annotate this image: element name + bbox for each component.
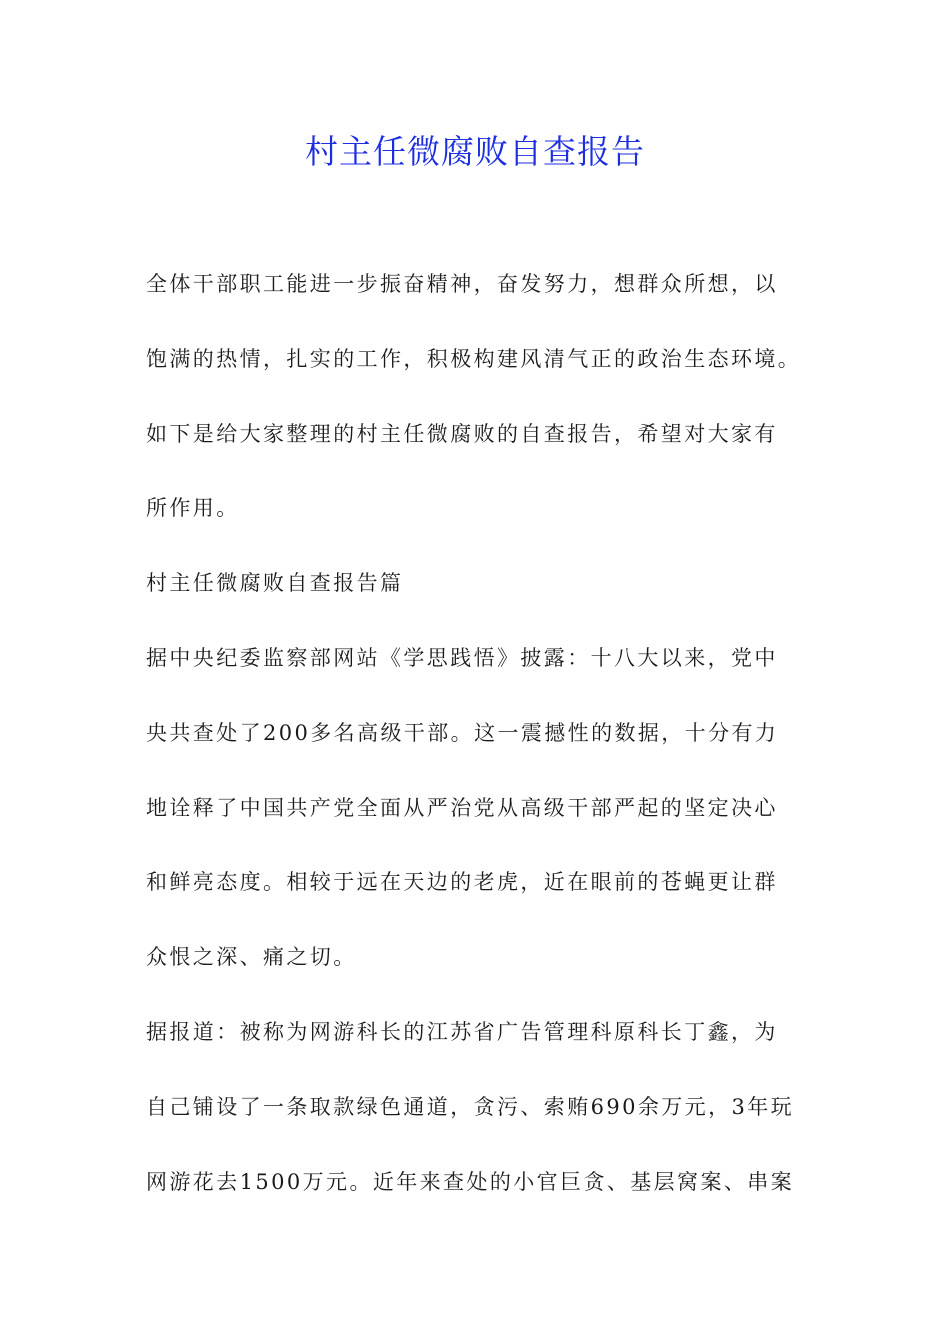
body-line: 全体干部职工能进一步振奋精神，奋发努力，想群众所想，以: [146, 272, 778, 296]
body-line: 地诠释了中国共产党全面从严治党从高级干部严起的坚定决心: [146, 796, 778, 820]
body-line: 央共查处了200多名高级干部。这一震撼性的数据，十分有力: [146, 721, 779, 745]
body-line: 如下是给大家整理的村主任微腐败的自查报告，希望对大家有: [146, 422, 778, 446]
body-line: 众恨之深、痛之切。: [146, 945, 357, 969]
body-line: 网游花去1500万元。近年来查处的小官巨贪、基层窝案、串案: [146, 1170, 795, 1194]
body-line: 自己铺设了一条取款绿色通道，贪污、索贿690余万元，3年玩: [146, 1095, 795, 1119]
body-line: 据报道：被称为网游科长的江苏省广告管理科原科长丁鑫，为: [146, 1020, 778, 1044]
body-line: 和鲜亮态度。相较于远在天边的老虎，近在眼前的苍蝇更让群: [146, 870, 778, 894]
body-line: 所作用。: [146, 496, 240, 520]
document-title: 村主任微腐败自查报告: [305, 132, 645, 171]
body-line: 据中央纪委监察部网站《学思践悟》披露：十八大以来，党中: [146, 646, 778, 670]
section-heading: 村主任微腐败自查报告篇: [146, 571, 404, 595]
body-line: 饱满的热情，扎实的工作，积极构建风清气正的政治生态环境。: [146, 347, 802, 371]
